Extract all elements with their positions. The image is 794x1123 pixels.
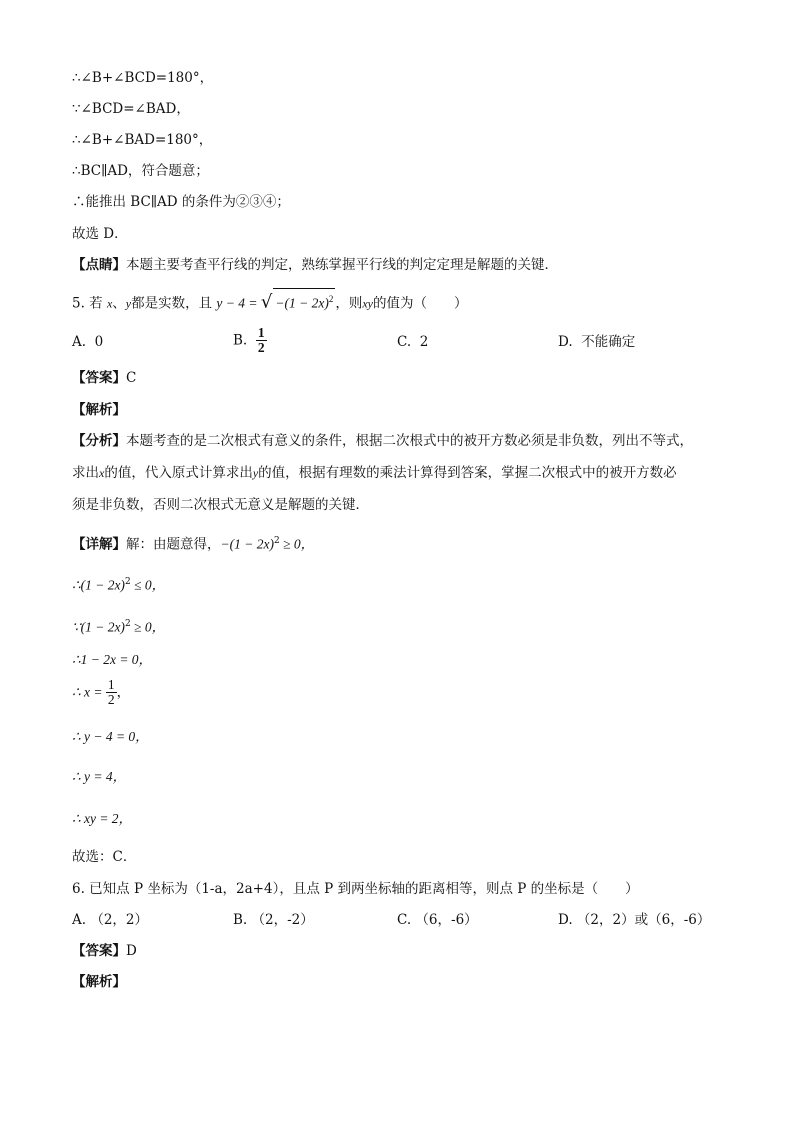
jiexi-5-tag: 【解析】 (72, 402, 126, 418)
proof-line-4: ∴BC∥AD，符合题意； (72, 163, 209, 179)
step-3: ∴1 − 2x = 0， (72, 652, 153, 667)
radical-sign: √ (260, 291, 273, 313)
q5-prefix: 5. 若 (72, 295, 103, 312)
step-8: 故选：C． (72, 849, 137, 865)
proof-line-2: ∵∠BCD=∠BAD， (72, 101, 190, 117)
step-7: ∴ xy = 2， (72, 811, 133, 826)
jiexi-6-tag: 【解析】 (72, 974, 126, 990)
fenxi-5-line-2: 求出x的值，代入原式计算求出y的值，根据有理数的乘法计算得到答案，掌握二次根式中的被开方数必 (72, 465, 677, 481)
fenxi-5-line-1: 【分析】本题考查的是二次根式有意义的条件，根据二次根式中的被开方数必须是非负数，列出不等式， (72, 433, 693, 449)
dianjing-tag: 【点睛】 (72, 257, 126, 273)
proof-line-3: ∴∠B+∠BAD=180°， (72, 132, 213, 148)
proof-line-6: 故选 D． (72, 226, 128, 242)
q5-option-a: A. 0 (72, 334, 104, 350)
xiangjie-5-line: 【详解】解：由题意得，$-(1 - 2x)^2 \ge 0$， (72, 536, 315, 553)
xiangjie-5-tag: 【详解】 (72, 536, 126, 553)
answer-5-tag: 【答案】 (72, 370, 126, 386)
answer-6 (72, 941, 137, 961)
dianjing-line (72, 255, 558, 275)
q5-mid: 都是实数，且 (131, 295, 213, 312)
q6-option-d: D. （2，2）或（6，-6） (558, 912, 711, 928)
q5-radicand: $-(1 - 2x)^2$ (273, 288, 335, 314)
q5-option-c: C. 2 (397, 334, 429, 350)
step-4-fraction: $\frac{1}{2}$ (107, 677, 115, 707)
q6-option-c: C. （6，-6） (397, 912, 478, 928)
fenxi-5-tag: 【分析】 (72, 433, 126, 449)
q5-var-xy: xy (362, 296, 373, 311)
proof-line-5: ∴能推出 BC∥AD 的条件为②③④； (72, 194, 290, 210)
dianjing-text: 本题主要考查平行线的判定，熟练掌握平行线的判定定理是解题的关键． (126, 257, 558, 273)
q6-option-b: B. （2，-2） (233, 912, 314, 928)
fenxi-5-line-3: 须是非负数，否则二次根式无意义是解题的关键． (72, 497, 369, 513)
question-5 (72, 288, 467, 314)
step-6: ∴ y = 4， (72, 769, 127, 784)
step-1: ∴(1 − 2x)$^2$ ≤ 0， (72, 577, 166, 593)
q5-option-b-fraction: $\frac{1}{2}$ (257, 325, 265, 355)
answer-5-value: C (126, 370, 137, 386)
step-5: ∴ y − 4 = 0， (72, 729, 149, 744)
q5-option-b: B. $\frac{1}{2}$ (233, 325, 265, 355)
question-6: 6. 已知点 P 坐标为（1-a，2a+4），且点 P 到两坐标轴的距离相等，则点 P 的坐标是（ ） (72, 881, 639, 897)
q5-suffix-b: 的值为（ ） (372, 295, 468, 312)
proof-line-1: ∴∠B+∠BCD=180°， (72, 70, 214, 86)
answer-6-value: D (126, 943, 137, 959)
q5-equation-left: y − 4 = (216, 295, 261, 311)
q5-sep: 、 (112, 295, 126, 312)
answer-5 (72, 368, 136, 388)
q5-var-x: x (106, 296, 113, 311)
step-2: ∵(1 − 2x)$^2$ ≥ 0， (72, 619, 166, 635)
step-4: ∴ x = $\frac{1}{2}$ ， (72, 677, 131, 707)
q5-option-d: D. 不能确定 (558, 334, 636, 350)
q5-suffix-a: ，则 (335, 295, 363, 312)
q5-var-y: y (125, 296, 132, 311)
answer-6-tag: 【答案】 (72, 943, 126, 959)
q6-option-a: A. （2，2） (72, 912, 149, 928)
